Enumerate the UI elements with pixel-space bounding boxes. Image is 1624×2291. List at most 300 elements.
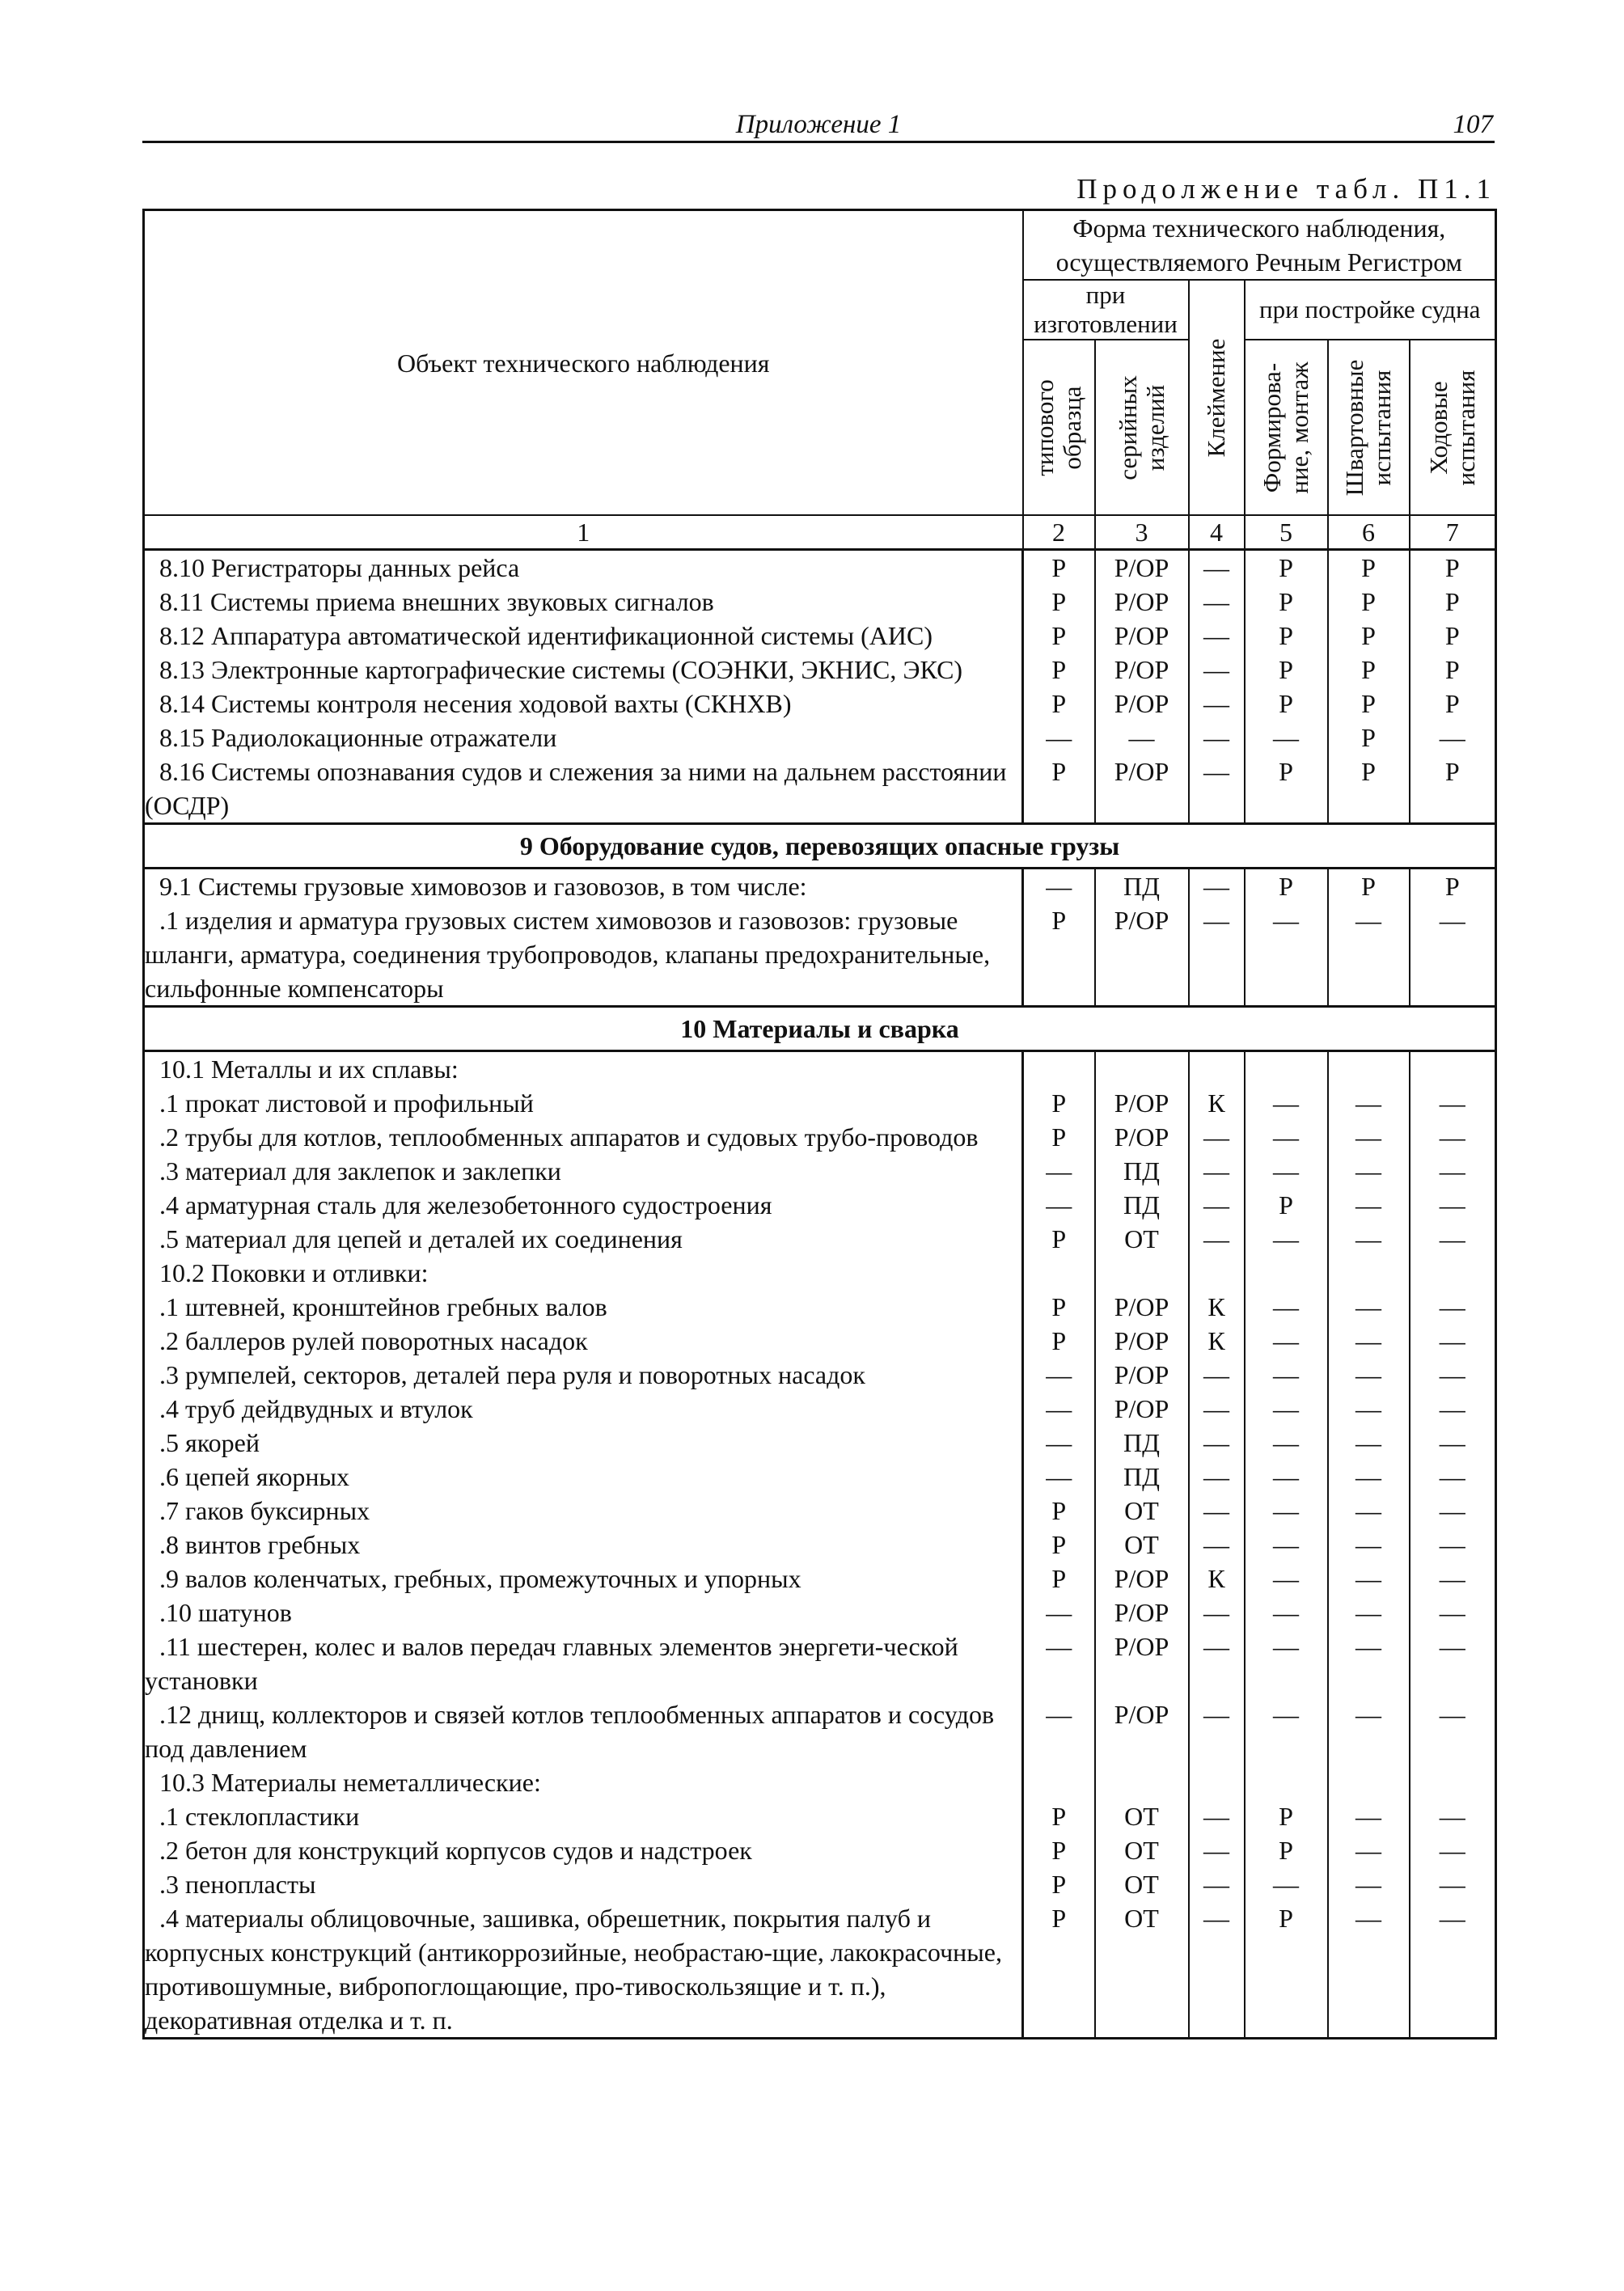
type-sample-line-1: типового <box>1030 378 1059 476</box>
header-serial <box>1095 340 1189 515</box>
header-construction: при постройке судна <box>1245 280 1496 340</box>
value-cell: ОТ <box>1095 1494 1189 1528</box>
value-cell: — <box>1410 1596 1496 1629</box>
value-cell: Р <box>1245 619 1328 653</box>
value-cell: — <box>1328 1188 1410 1222</box>
value-cell: — <box>1410 1290 1496 1324</box>
value-cell: ОТ <box>1095 1222 1189 1256</box>
value-cell: К <box>1189 1290 1245 1324</box>
value-cell: ПД <box>1095 1188 1189 1222</box>
value-cell: — <box>1410 1528 1496 1562</box>
value-cell: — <box>1189 1154 1245 1188</box>
object-text: 8.10 Регистраторы данных рейса <box>159 553 520 582</box>
value-cell: Р <box>1328 687 1410 721</box>
object-text: .3 материал для заклепок и заклепки <box>159 1156 561 1186</box>
table-row <box>144 1358 1496 1392</box>
mooring-line-1: Швартовные <box>1340 359 1368 496</box>
object-cell <box>144 1765 1023 1799</box>
value-cell: — <box>1410 1188 1496 1222</box>
object-cell <box>144 1799 1023 1833</box>
value-cell: Р <box>1023 1120 1095 1154</box>
value-cell: — <box>1410 1154 1496 1188</box>
value-cell: — <box>1189 903 1245 1007</box>
object-text: .1 прокат листовой и профильный <box>159 1088 534 1118</box>
table-row <box>144 721 1496 755</box>
value-cell: — <box>1023 1697 1095 1765</box>
value-cell <box>1328 1051 1410 1087</box>
value-cell: Р <box>1023 1290 1095 1324</box>
table-row <box>144 1765 1496 1799</box>
value-cell: Р <box>1410 755 1496 824</box>
table-row <box>144 687 1496 721</box>
object-text: .9 валов коленчатых, гребных, промежуточных и упорных <box>159 1564 801 1593</box>
value-cell: ОТ <box>1095 1901 1189 2039</box>
object-text: .5 материал для цепей и деталей их соединения <box>159 1224 683 1253</box>
value-cell: Р <box>1023 585 1095 619</box>
value-cell: Р <box>1245 653 1328 687</box>
table-row <box>144 1154 1496 1188</box>
value-cell: Р <box>1410 687 1496 721</box>
object-text: 10.2 Поковки и отливки: <box>159 1258 429 1287</box>
value-cell: — <box>1410 1426 1496 1460</box>
value-cell: Р <box>1023 1901 1095 2039</box>
value-cell: Р/ОР <box>1095 687 1189 721</box>
value-cell: — <box>1189 1901 1245 2039</box>
value-cell: — <box>1189 1697 1245 1765</box>
value-cell: — <box>1410 1901 1496 2039</box>
object-cell <box>144 1154 1023 1188</box>
value-cell: — <box>1245 1562 1328 1596</box>
section-heading: 9 Оборудование судов, перевозящих опасные грузы <box>144 824 1496 869</box>
table-row <box>144 619 1496 653</box>
value-cell: Р/ОР <box>1095 1086 1189 1120</box>
value-cell: Р <box>1023 550 1095 585</box>
value-cell: ПД <box>1095 1154 1189 1188</box>
object-cell <box>144 1290 1023 1324</box>
value-cell: — <box>1328 1697 1410 1765</box>
object-cell <box>144 585 1023 619</box>
header-form: Форма технического наблюдения, осуществляемого Речным Регистром <box>1023 210 1496 281</box>
value-cell: — <box>1328 1358 1410 1392</box>
table-row <box>144 1697 1496 1765</box>
value-cell <box>1245 1051 1328 1087</box>
object-cell <box>144 1222 1023 1256</box>
table-row <box>144 1867 1496 1901</box>
value-cell: Р <box>1245 1833 1328 1867</box>
value-cell: — <box>1189 1799 1245 1833</box>
section-heading-row <box>144 824 1496 869</box>
object-text: .1 изделия и арматура грузовых систем химовозов и газовозов: грузовые шланги, арматура, соединения трубопроводов, клапаны предохранительные, сильфонные компенсаторы <box>145 906 991 1003</box>
value-cell: — <box>1410 1494 1496 1528</box>
object-text: .5 якорей <box>159 1428 260 1457</box>
value-cell: — <box>1245 1629 1328 1697</box>
value-cell: — <box>1023 1596 1095 1629</box>
value-cell: — <box>1189 653 1245 687</box>
header-forming <box>1245 340 1328 515</box>
value-cell: — <box>1189 1188 1245 1222</box>
table-row <box>144 550 1496 585</box>
value-cell: — <box>1189 1833 1245 1867</box>
table-row <box>144 1426 1496 1460</box>
value-cell: — <box>1245 1290 1328 1324</box>
value-cell: ОТ <box>1095 1833 1189 1867</box>
value-cell <box>1328 1765 1410 1799</box>
object-text: .7 гаков буксирных <box>159 1496 370 1525</box>
value-cell <box>1095 1256 1189 1290</box>
table-row <box>144 1256 1496 1290</box>
value-cell <box>1189 1765 1245 1799</box>
value-cell: — <box>1410 1833 1496 1867</box>
value-cell: — <box>1023 1358 1095 1392</box>
table-row <box>144 1086 1496 1120</box>
mooring-line-2: испытания <box>1368 370 1396 485</box>
value-cell: Р/ОР <box>1095 1596 1189 1629</box>
value-cell <box>1189 1051 1245 1087</box>
table-row <box>144 1528 1496 1562</box>
value-cell: — <box>1245 1324 1328 1358</box>
value-cell: — <box>1245 1154 1328 1188</box>
object-text: .1 штевней, кронштейнов гребных валов <box>159 1292 607 1321</box>
value-cell: — <box>1410 903 1496 1007</box>
value-cell: Р/ОР <box>1095 653 1189 687</box>
value-cell: Р <box>1023 1833 1095 1867</box>
value-cell: — <box>1189 1629 1245 1697</box>
object-text: .3 румпелей, секторов, деталей пера руля и поворотных насадок <box>159 1360 865 1389</box>
section-heading: 10 Материалы и сварка <box>144 1007 1496 1051</box>
section-heading-row <box>144 1007 1496 1051</box>
value-cell: — <box>1189 687 1245 721</box>
stamp-label: Клеймение <box>1202 338 1230 457</box>
object-cell <box>144 653 1023 687</box>
object-text: .11 шестерен, колес и валов передач главных элементов энергети-ческой установки <box>145 1632 958 1695</box>
value-cell <box>1410 1765 1496 1799</box>
table-row <box>144 1188 1496 1222</box>
value-cell: — <box>1245 1494 1328 1528</box>
value-cell: Р <box>1245 869 1328 904</box>
value-cell: Р <box>1410 585 1496 619</box>
value-cell: Р <box>1245 1188 1328 1222</box>
table-row <box>144 1799 1496 1833</box>
value-cell: Р <box>1023 1799 1095 1833</box>
value-cell: — <box>1410 1697 1496 1765</box>
value-cell: ОТ <box>1095 1867 1189 1901</box>
object-text: 9.1 Системы грузовые химовозов и газовозов, в том числе: <box>159 872 807 901</box>
value-cell <box>1410 1051 1496 1087</box>
value-cell: — <box>1189 1120 1245 1154</box>
value-cell: — <box>1189 721 1245 755</box>
object-text: .2 трубы для котлов, теплообменных аппаратов и судовых трубо-проводов <box>159 1122 979 1152</box>
value-cell: Р/ОР <box>1095 585 1189 619</box>
object-text: 10.3 Материалы неметаллические: <box>159 1768 541 1797</box>
header-manufacture: при изготовлении <box>1023 280 1189 340</box>
value-cell: — <box>1023 721 1095 755</box>
object-text: 8.15 Радиолокационные отражатели <box>159 723 557 752</box>
table-row <box>144 1629 1496 1697</box>
value-cell: ПД <box>1095 1426 1189 1460</box>
forming-line-1: Формирова- <box>1258 362 1286 492</box>
value-cell: — <box>1328 1596 1410 1629</box>
value-cell: Р <box>1328 653 1410 687</box>
value-cell: Р <box>1410 869 1496 904</box>
value-cell: — <box>1023 1460 1095 1494</box>
value-cell: Р <box>1023 1494 1095 1528</box>
value-cell: — <box>1189 1222 1245 1256</box>
object-cell <box>144 1460 1023 1494</box>
value-cell: — <box>1189 1392 1245 1426</box>
object-cell <box>144 1358 1023 1392</box>
object-cell <box>144 1324 1023 1358</box>
sea-line-2: испытания <box>1451 370 1480 485</box>
header-sea <box>1410 340 1496 515</box>
object-cell <box>144 1120 1023 1154</box>
value-cell: — <box>1328 1222 1410 1256</box>
value-cell: — <box>1245 1120 1328 1154</box>
value-cell: Р/ОР <box>1095 755 1189 824</box>
value-cell: — <box>1023 1629 1095 1697</box>
value-cell: Р/ОР <box>1095 1629 1189 1697</box>
value-cell: Р <box>1245 1901 1328 2039</box>
value-cell: — <box>1189 1460 1245 1494</box>
value-cell: Р/ОР <box>1095 1358 1189 1392</box>
value-cell: — <box>1245 1358 1328 1392</box>
object-cell <box>144 1901 1023 2039</box>
table-row <box>144 1324 1496 1358</box>
value-cell: ПД <box>1095 1460 1189 1494</box>
value-cell: — <box>1245 1426 1328 1460</box>
value-cell: — <box>1189 755 1245 824</box>
page-number: 107 <box>1453 110 1493 139</box>
value-cell: — <box>1245 1086 1328 1120</box>
table-row <box>144 903 1496 1007</box>
value-cell: — <box>1245 721 1328 755</box>
sea-line-1: Ходовые <box>1423 380 1453 475</box>
value-cell <box>1023 1256 1095 1290</box>
value-cell <box>1095 1765 1189 1799</box>
value-cell: Р <box>1245 755 1328 824</box>
table-row <box>144 1222 1496 1256</box>
value-cell: Р/ОР <box>1095 1324 1189 1358</box>
value-cell: Р/ОР <box>1095 1562 1189 1596</box>
object-cell <box>144 1188 1023 1222</box>
value-cell: — <box>1023 1426 1095 1460</box>
value-cell: — <box>1189 1528 1245 1562</box>
object-cell <box>144 1867 1023 1901</box>
value-cell: Р <box>1328 585 1410 619</box>
value-cell: Р <box>1023 653 1095 687</box>
object-cell <box>144 903 1023 1007</box>
table-row <box>144 1290 1496 1324</box>
value-cell: Р <box>1245 687 1328 721</box>
value-cell: Р <box>1023 1867 1095 1901</box>
value-cell: Р <box>1023 903 1095 1007</box>
value-cell: Р/ОР <box>1095 1120 1189 1154</box>
value-cell <box>1245 1256 1328 1290</box>
value-cell: — <box>1410 1222 1496 1256</box>
value-cell: — <box>1328 1867 1410 1901</box>
value-cell: — <box>1328 1290 1410 1324</box>
value-cell: Р <box>1023 1528 1095 1562</box>
value-cell: — <box>1189 1358 1245 1392</box>
value-cell: — <box>1410 721 1496 755</box>
object-text: .8 винтов гребных <box>159 1530 361 1559</box>
object-cell <box>144 1562 1023 1596</box>
column-number: 2 <box>1023 515 1095 550</box>
table-row <box>144 1494 1496 1528</box>
object-text: .2 баллеров рулей поворотных насадок <box>159 1326 588 1355</box>
value-cell <box>1023 1765 1095 1799</box>
object-text: .2 бетон для конструкций корпусов судов и надстроек <box>159 1836 752 1865</box>
value-cell: Р <box>1328 550 1410 585</box>
table-row <box>144 1051 1496 1087</box>
value-cell: — <box>1328 1086 1410 1120</box>
object-cell <box>144 1629 1023 1697</box>
value-cell: — <box>1328 1392 1410 1426</box>
object-text: 8.16 Системы опознавания судов и слежения за ними на дальнем расстоянии (ОСДР) <box>145 757 1007 820</box>
value-cell <box>1095 1051 1189 1087</box>
object-text: 8.13 Электронные картографические системы (СОЭНКИ, ЭКНИС, ЭКС) <box>159 655 963 684</box>
value-cell: — <box>1410 1460 1496 1494</box>
serial-line-1: серийных <box>1113 374 1142 480</box>
value-cell: — <box>1189 1596 1245 1629</box>
value-cell: — <box>1189 1494 1245 1528</box>
object-cell <box>144 1426 1023 1460</box>
value-cell: Р <box>1023 1086 1095 1120</box>
column-numbers-row <box>144 515 1496 550</box>
value-cell: Р <box>1245 550 1328 585</box>
value-cell: — <box>1023 1154 1095 1188</box>
value-cell: — <box>1023 869 1095 904</box>
column-number: 5 <box>1245 515 1328 550</box>
table-row <box>144 653 1496 687</box>
object-text: .1 стеклопластики <box>159 1802 360 1831</box>
value-cell: — <box>1410 1392 1496 1426</box>
object-cell <box>144 687 1023 721</box>
value-cell: Р/ОР <box>1095 1392 1189 1426</box>
value-cell: — <box>1189 619 1245 653</box>
page-header <box>142 104 1495 143</box>
object-text: 8.11 Системы приема внешних звуковых сигналов <box>159 587 714 616</box>
observation-table <box>142 209 1497 2039</box>
object-cell <box>144 1256 1023 1290</box>
value-cell: — <box>1410 1867 1496 1901</box>
value-cell: Р <box>1328 721 1410 755</box>
value-cell: — <box>1245 903 1328 1007</box>
value-cell: Р <box>1023 1324 1095 1358</box>
value-cell: Р <box>1023 1562 1095 1596</box>
value-cell: — <box>1410 1629 1496 1697</box>
value-cell <box>1410 1256 1496 1290</box>
value-cell: — <box>1245 1460 1328 1494</box>
value-cell: — <box>1328 1901 1410 2039</box>
value-cell: — <box>1328 903 1410 1007</box>
value-cell: ОТ <box>1095 1799 1189 1833</box>
value-cell: — <box>1095 721 1189 755</box>
value-cell: — <box>1189 1426 1245 1460</box>
value-cell: Р <box>1023 1222 1095 1256</box>
value-cell: Р/ОР <box>1095 619 1189 653</box>
table-row <box>144 1392 1496 1426</box>
table-row <box>144 755 1496 824</box>
value-cell: Р <box>1023 619 1095 653</box>
value-cell: — <box>1328 1833 1410 1867</box>
table-body <box>144 550 1496 2039</box>
value-cell: Р <box>1245 585 1328 619</box>
table-row <box>144 1596 1496 1629</box>
value-cell: — <box>1410 1086 1496 1120</box>
object-cell <box>144 1528 1023 1562</box>
value-cell: Р/ОР <box>1095 1697 1189 1765</box>
object-text: .4 труб дейдвудных и втулок <box>159 1394 473 1423</box>
column-number: 6 <box>1328 515 1410 550</box>
value-cell: Р <box>1245 1799 1328 1833</box>
header-type-sample <box>1023 340 1095 515</box>
value-cell: — <box>1410 1358 1496 1392</box>
value-cell: Р <box>1328 619 1410 653</box>
column-number: 3 <box>1095 515 1189 550</box>
value-cell: Р/ОР <box>1095 1290 1189 1324</box>
type-sample-line-2: образца <box>1058 385 1086 470</box>
value-cell: Р <box>1328 869 1410 904</box>
object-cell <box>144 869 1023 904</box>
value-cell: — <box>1410 1120 1496 1154</box>
object-cell <box>144 1596 1023 1629</box>
object-text: 10.1 Металлы и их сплавы: <box>159 1055 459 1084</box>
value-cell: — <box>1023 1392 1095 1426</box>
value-cell: Р <box>1023 687 1095 721</box>
value-cell: — <box>1245 1697 1328 1765</box>
table-row <box>144 585 1496 619</box>
object-cell <box>144 1051 1023 1087</box>
object-text: .3 пенопласты <box>159 1870 316 1899</box>
object-cell <box>144 755 1023 824</box>
value-cell: — <box>1189 1867 1245 1901</box>
object-text: .10 шатунов <box>159 1598 292 1627</box>
value-cell: — <box>1245 1528 1328 1562</box>
object-cell <box>144 721 1023 755</box>
value-cell: Р <box>1023 755 1095 824</box>
value-cell <box>1245 1765 1328 1799</box>
value-cell: Р <box>1410 619 1496 653</box>
table-row <box>144 1562 1496 1596</box>
object-cell <box>144 550 1023 585</box>
value-cell <box>1189 1256 1245 1290</box>
value-cell: — <box>1023 1188 1095 1222</box>
value-cell: ПД <box>1095 869 1189 904</box>
column-number: 4 <box>1189 515 1245 550</box>
value-cell: — <box>1328 1154 1410 1188</box>
value-cell: — <box>1328 1426 1410 1460</box>
value-cell: — <box>1328 1460 1410 1494</box>
value-cell: Р/ОР <box>1095 550 1189 585</box>
object-cell <box>144 619 1023 653</box>
value-cell: — <box>1328 1562 1410 1596</box>
value-cell: — <box>1245 1392 1328 1426</box>
column-number: 1 <box>144 515 1023 550</box>
value-cell: — <box>1245 1596 1328 1629</box>
object-text: .4 материалы облицовочные, зашивка, обрешетник, покрытия палуб и корпусных конструкций (антикоррозийные, необрастаю-щие, лакокрасочные, противошумные, вибропоглощающие, про-тивоскользящие и т. п.), декоративная отделка и т. п. <box>145 1904 1002 2035</box>
object-cell <box>144 1833 1023 1867</box>
object-cell <box>144 1697 1023 1765</box>
value-cell: Р <box>1328 755 1410 824</box>
value-cell: — <box>1328 1799 1410 1833</box>
object-text: .6 цепей якорных <box>159 1462 350 1491</box>
value-cell: — <box>1189 869 1245 904</box>
value-cell <box>1328 1256 1410 1290</box>
value-cell: К <box>1189 1086 1245 1120</box>
object-text: 8.14 Системы контроля несения ходовой вахты (СКНХВ) <box>159 689 792 718</box>
header-stamp <box>1189 280 1245 515</box>
value-cell: — <box>1328 1528 1410 1562</box>
